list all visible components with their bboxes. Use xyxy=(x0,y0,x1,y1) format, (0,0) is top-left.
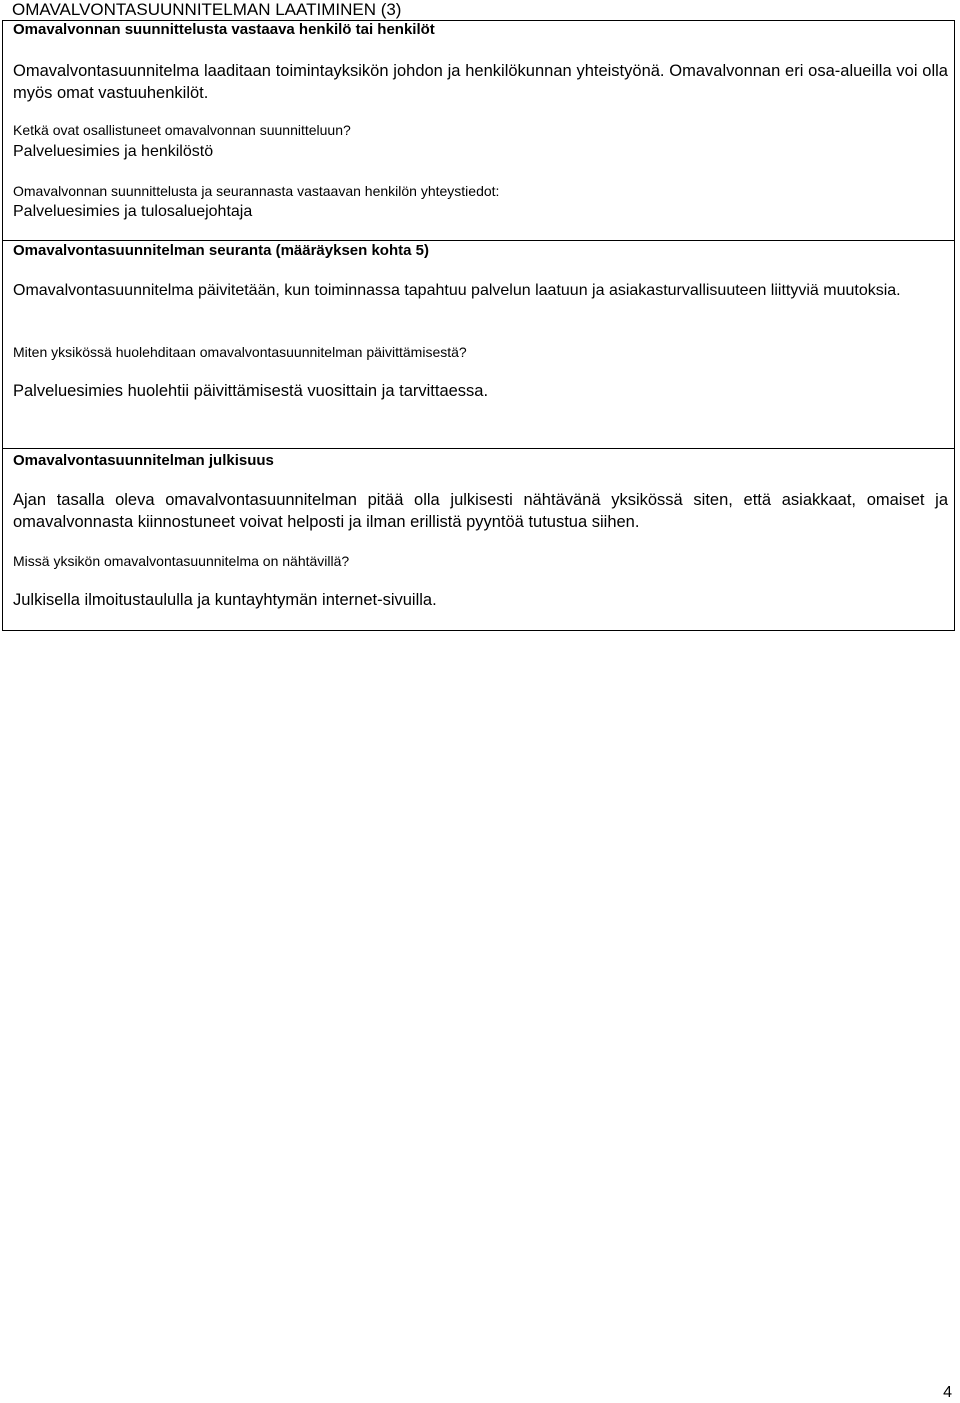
page-title: OMAVALVONTASUUNNITELMAN LAATIMINEN (3) xyxy=(12,0,402,19)
monitoring-answer: Palveluesimies huolehtii päivittämisestä vuosittain ja tarvittaessa. xyxy=(13,382,489,400)
participants-answer: Palveluesimies ja henkilöstö xyxy=(13,143,214,160)
publicity-intro: Ajan tasalla oleva omavalvontasuunnitelman pitää olla julkisesti nähtävänä yksikössä siten, että asiakkaat, omaiset ja omavalvonnasta kiinnostuneet voivat helposti ja ilman erillistä pyyntöä tutustua siihen. xyxy=(13,491,948,531)
responsible-intro: Omavalvontasuunnitelma laaditaan toimintayksikön johdon ja henkilökunnan yhteistyönä. Omavalvonnan eri osa-alueilla voi olla myös omat vastuuhenkilöt. xyxy=(13,62,948,102)
responsible-heading: Omavalvonnan suunnittelusta vastaava henkilö tai henkilöt xyxy=(13,21,435,38)
monitoring-section xyxy=(2,240,955,449)
publicity-question: Missä yksikön omavalvontasuunnitelma on nähtävillä? xyxy=(13,553,350,569)
contact-answer: Palveluesimies ja tulosaluejohtaja xyxy=(13,203,253,220)
contact-question: Omavalvonnan suunnittelusta ja seurannasta vastaavan henkilön yhteystiedot: xyxy=(13,183,500,199)
publicity-answer: Julkisella ilmoitustaululla ja kuntayhtymän internet-sivuilla. xyxy=(13,591,437,609)
responsible-persons-section xyxy=(2,20,955,241)
monitoring-heading: Omavalvontasuunnitelman seuranta (määräyksen kohta 5) xyxy=(13,242,429,259)
publicity-heading: Omavalvontasuunnitelman julkisuus xyxy=(13,452,274,469)
monitoring-question: Miten yksikössä huolehditaan omavalvontasuunnitelman päivittämisestä? xyxy=(13,344,467,360)
monitoring-intro: Omavalvontasuunnitelma päivitetään, kun toiminnassa tapahtuu palvelun laatuun ja asiakasturvallisuuteen liittyviä muutoksia. xyxy=(13,282,901,299)
page-number: 4 xyxy=(943,1384,952,1401)
participants-question: Ketkä ovat osallistuneet omavalvonnan suunnitteluun? xyxy=(13,122,351,138)
publicity-section xyxy=(2,448,955,631)
